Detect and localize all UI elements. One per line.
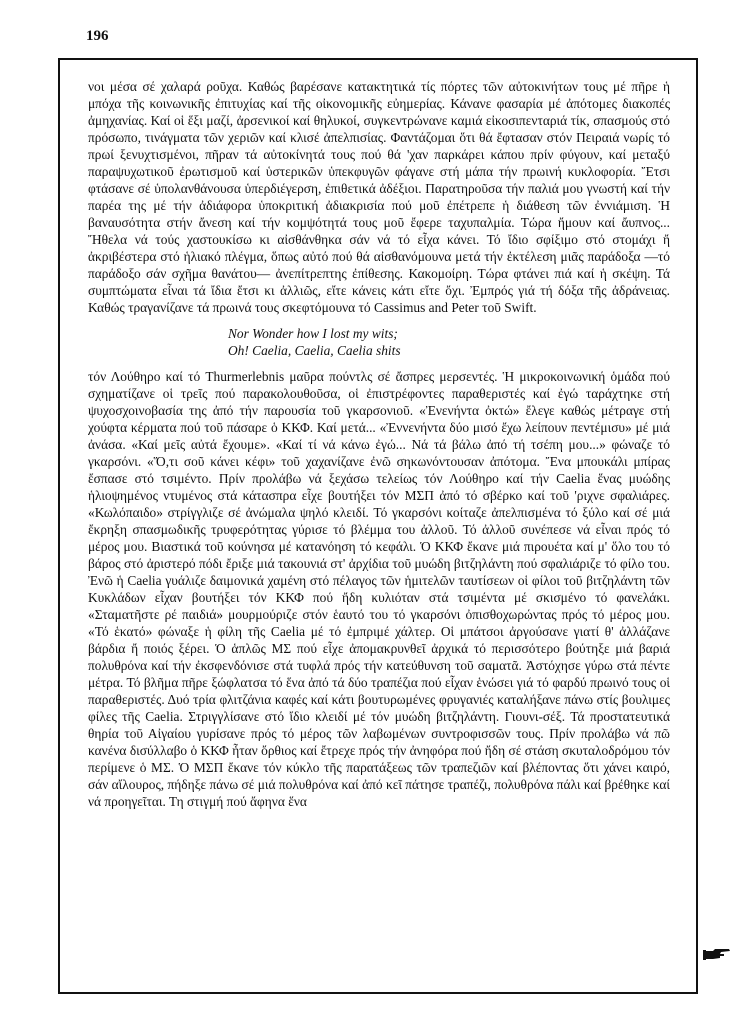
- pointing-hand-icon: [703, 947, 731, 961]
- paragraph-1: νοι μέσα σέ χαλαρά ροῦχα. Καθώς βαρέσανε κατακτητικά τίς πόρτες τῶν αὐτοκινήτων τους μέ πῆρε ἡ μπόχα τῆς κοινωνικῆς ἐπιτυχίας καί τῆς οἰκονομικῆς εὐημερίας. Κάνανε φασαρία μέ ἀπότομες διακοπές ἀμηχανίας. Καί οἱ ἕξι μαζί, ἀρσενικοί καί θηλυκοί, συγκεντρώνανε καμιά εἰκοσιπενταριά τίκ, σπασμούς στό πρόσωπο, τινάγματα τῶν χεριῶν καί κλισέ ἀπελπισίας. Φαντάζομαι ὅτι θά ἔφτασαν στόν Πειραιά νωρίς τό πρωί ξενυχτισμένοι, πῆραν τά αὐτοκίνητά τους πού θά 'χαν παρκάρει κάπου πρίν φύγουν, καί μεταξύ παραψυχωτικοῦ ἐρωτισμοῦ καί ὑστερικῶν ὑπεκφυγῶν φάγανε στή μάπα τήν πρωινή κυκλοφορία. Ἔτσι φτάσανε σέ ὑπολανθάνουσα ὑπερδιέγερση, ἐπιθετικά ἀδέξιοι. Παρατηροῦσα τήν παλιά μου γνωστή καί τήν παρέα της μέ τήν ἀδιάφορα ὑποκριτική ἀδιακρισία πού μοῦ ἐπέτρεπε ἡ διάθεση τῶν ἐννιάμιση. Ἡ βαναυσότητα στήν ἄνεση καί τήν κομψότητά τους μοῦ ἔφερε ταχυπαλμία. Τώρα ἤμουν καί ἄυπνος... Ἤθελα νά τούς χαστουκίσω κι αἰσθάνθηκα σάν νά τό εἶχα κάνει. Τό ἴδιο σφίξιμο στό στομάχι ἤ ἀκριβέστερα στό ἡλιακό πλέγμα, ὅπως αὐτό πού θά αἰσθανόμουνα μετά τήν ἐκτέλεση μιᾶς παράδοξα —τό παράδοξο σάν σχῆμα θανάτου— ἀνεπίτρεπτης ἐπίθεσης. Κακομοίρη. Τώρα φτάνει πιά καί ἡ σκέψη. Τά συμπτώματα εἶναι τά ἴδια ἔτσι κι ἀλλιῶς, εἴτε κάνεις κάτι εἴτε ὄχι. Ἐμπρός γιά τή δόξα τῆς ἀδράνειας. Καθώς τραγανίζανε τά πρωινά τους σκεφτόμουνα τό Cassimus and Peter τοῦ Swift.: [88, 79, 670, 315]
- text-frame: [58, 58, 698, 994]
- verse-line-2: Oh! Caelia, Caelia, Caelia shits: [228, 343, 401, 358]
- paragraph-2: τόν Λούθηρο καί τό Thurmerlebnis μαῦρα πούντλς σέ ἄσπρες μερσεντές. Ἡ μικροκοινωνική ὁμάδα πού σχηματίζανε οἱ τρεῖς πού παρακολουθοῦσα, οἱ ἐπιστρέφοντες παραθεριστές καί ἐγώ ταράχτηκε στή ψυχοσχοινοβασία της ἀπό τήν παρουσία τοῦ γκαρσονιοῦ. «Ἐνενήντα ὀκτώ» ἔλεγε καθώς μέτραγε στή χούφτα κέρματα πού τοῦ πάσαρε ὁ ΚΚΦ. Καί μετά... «Ἐννενήντα δύο μισό ἔχω λείπουν πεντέμισυ» μέ μιά ἀνάσα. «Καί μεῖς αὐτά ἔχουμε». «Καί τί νά κάνω ἐγώ... Νά τά βάλω ἀπό τή τσέπη μου...» φώναζε τό γκαρσόνι. «Ὅ,τι σοῦ κάνει κέφι» τοῦ χαχανίζανε ἐνῶ σηκωνόντουσαν ἀπότομα. Ἔνα μπουκάλι μπίρας ἔσπασε στό τσιμέντο. Πρίν προλάβω νά ξεχάσω τελείως τόν Λούθηρο καί τήν Caelia ἕνας μυώδης ἡλιοψημένος ντυμένος στά κάτασπρα εἶχε βουτήξει τόν ΜΣΠ ἀπό τό σβέρκο καί τοῦ 'ριχνε σφαλιάρες. «Κωλόπαιδο» στρίγγλιζε σέ ἀνώμαλα ψηλό κλειδί. Τό γκαρσόνι κοίταζε ἀπελπισμένα τό ξύλο καί σέ μιά ἔκρηξη σπασμωδικῆς τρυφερότητας γύρισε τό βλέμμα του ἀλλοῦ. Τό ἀλλοῦ συνέπεσε νά εἶναι πρός τό μέρος μου. Βιαστικά τοῦ κούνησα μέ κατανόηση τό κεφάλι. Ὁ ΚΚΦ ἔκανε μιά πιρουέτα καί μ' ὅλο του τό βάρος στό ἀριστερό πόδι ἔριξε μιά τακουνιά στ' ἀρχίδια τοῦ μυώδη βιτζηλάντη πού σφαλιάριζε τό φίλο του. Ἐνῶ ἡ Caelia γυάλιζε δαιμονικά χαμένη στό πέλαγος τῶν ἡμιτελῶν ταυτίσεων οἱ φίλοι τοῦ βιτζηλάντη τῶν Κυκλάδων εἶχαν βουτήξει τόν ΚΚΦ πού ἤδη κυλιόταν στά τσιμέντα μέ σκισμένο τό φανελάκι. «Σταματῆστε ρέ παιδιά» μουρμούριζε στόν ἑαυτό του τό γκαρσόνι ὀπισθοχωρώντας πρός τό μέρος μου. «Τό ἑκατό» φώναξε ἡ φίλη τῆς Caelia μέ τό ἐμπριμέ χάλτερ. Οἱ μπάτσοι ἀργούσανε γιατί θ' ἀλλάζανε βάρδια ἤ ποιός ξέρει. Ὁ ἁπλῶς ΜΣ πού εἶχε ἀπομακρυνθεῖ ἀρχικά τό περισσότερο βούτηξε μιά βαριά πολυθρόνα καί τήν ἐκσφενδόνισε στά τυφλά πρός τήν κατεύθυνση τοῦ σαματᾶ. Ἀστόχησε γύρω στά πέντε μέτρα. Τό βλῆμα πῆρε ξώφλατσα τό ἕνα ἀπό τά δύο τραπέζια πού εἶχαν ἑνώσει γιά τό φαρδύ πρωινό τους οἱ παραθεριστές. Δυό τρία φλιτζάνια καφές καί κάτι βουτυρωμένες φρυγανιές καταλήξανε πάνω στίς βουλιμες φίλες τῆς Caelia. Στριγγλίσανε στό ἴδιο κλειδί μέ τόν μυώδη βιτζηλάντη. Γιουνι-σέξ. Τά προστατευτικά θηρία τοῦ Αἰγαίου γυρίσανε πρός τό μέρος τῶν λαβωμένων συντροφισσῶν τους. Πρίν προλάβω νά πῶ κανένα δισύλλαβο ὁ ΚΚΦ ἦταν ὄρθιος καί ἔτρεχε πρός τήν ἀνηφόρα πού ἤδη σέ στάση σκυταλοδρόμου τόν περίμενε ὁ ΜΣ. Ὁ ΜΣΠ ἔκανε τόν κύκλο τῆς παρατάξεως τῶν τραπεζιῶν καί βλέποντας ὅτι χάνει καιρό, σάν αἴλουρος, πήδηξε πάνω σέ μιά πολυθρόνα καί ἀπό κεῖ πάτησε τραπέζι, πολυθρόνα πάλι καί βρέθηκε καί νά προηγεῖται. Τη στιγμή πού ἄφηνα ἕνα: [88, 369, 670, 809]
- verse-quote: [228, 325, 670, 359]
- body-text: [88, 78, 670, 810]
- page-number: 196: [86, 28, 109, 44]
- verse-line-1: Nor Wonder how I lost my wits;: [228, 326, 398, 341]
